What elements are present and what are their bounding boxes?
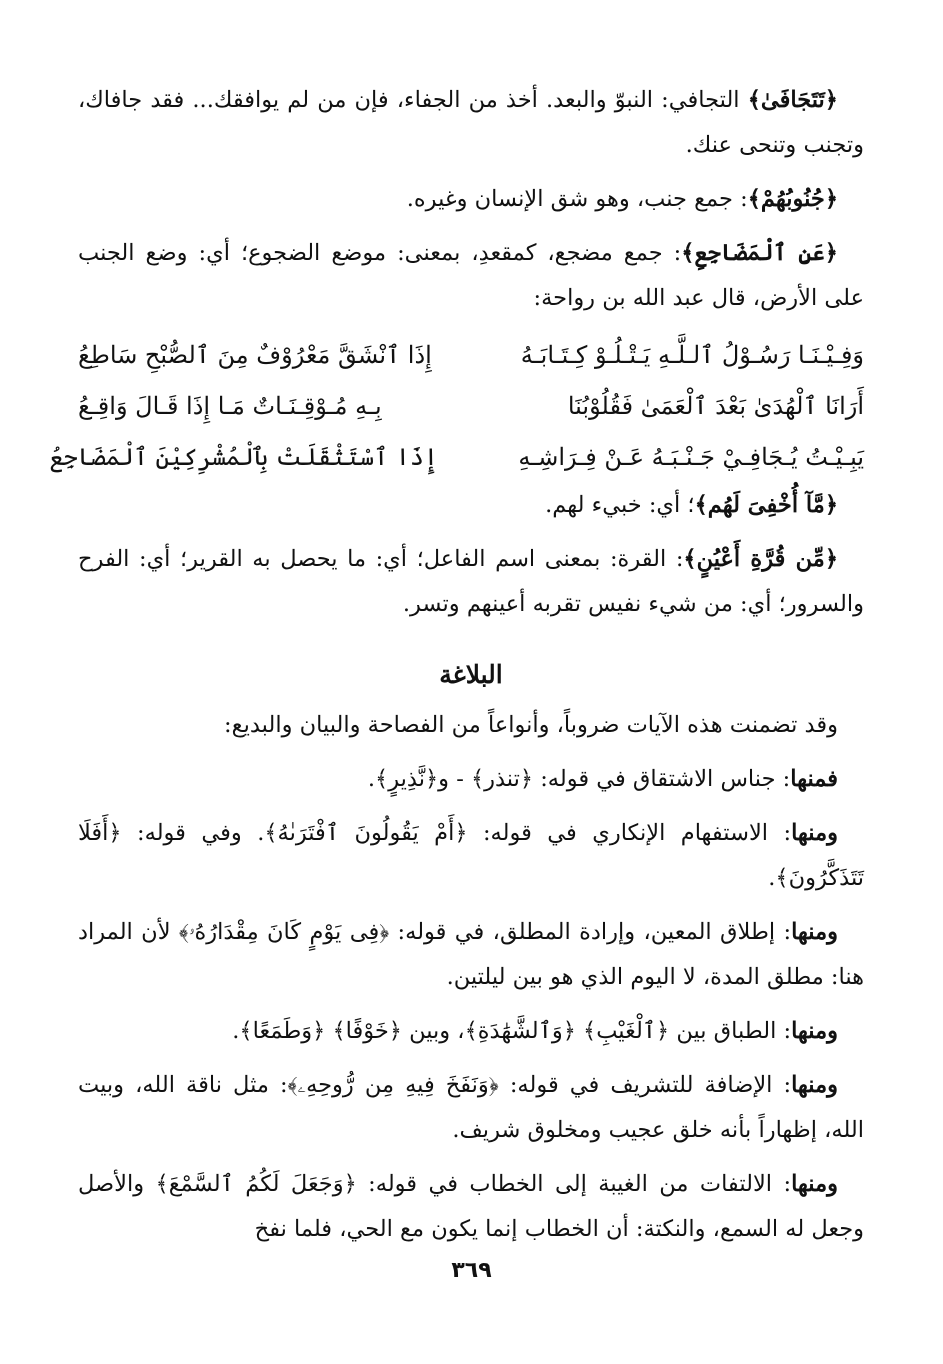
balagha-item [78, 1162, 864, 1252]
balagha-item [78, 910, 864, 1000]
gloss-ukhfiya [78, 483, 864, 528]
gloss-text: : جمع مضجع، كمقعدِ، بمعنى: موضع الضجوع؛ أي: وضع الجنب على الأرض، قال عبد الله بن رواحة: [78, 240, 864, 311]
poem-hemistich-first: وَفِـيْـنَـا رَسُـوْلُ ٱلـلَّـهِ يَـتْـلُـوْ كِـتَـابَـهُ [520, 341, 864, 369]
section-heading: البلاغة [439, 660, 503, 689]
balagha-item [78, 757, 864, 802]
gloss-junubuhum [78, 177, 864, 222]
gloss-text: ؛ أي: خبيء لهم. [545, 492, 695, 518]
balagha-item [78, 811, 864, 901]
balagha-lead: فمنها [790, 766, 838, 792]
poem-hemistich-first: أَرَانَا ٱلْهُدَىٰ بَعْدَ ٱلْعَمَىٰ فَقُلُوْبُنَا [567, 392, 864, 420]
balagha-text: : جناس الاشتقاق في قوله: ﴿تنذر﴾ - و﴿نَّذِيرٍ﴾. [367, 766, 791, 792]
balagha-lead: ومنها [791, 919, 838, 945]
gloss-text: التجافي: النبوّ والبعد. أخذ من الجفاء، فإن من لم يوافقك... فقد جافاك، وتجنب وتنحى عنك. [78, 87, 864, 158]
balagha-lead: ومنها [791, 1072, 838, 1098]
gloss-qurrat [78, 537, 864, 627]
page-number: ٣٦٩ [451, 1258, 492, 1283]
poem-verse [78, 381, 864, 432]
balagha-text: : الالتفات من الغيبة إلى الخطاب في قوله: ﴿وَجَعَلَ لَكُمُ ٱلسَّمْعَ﴾ والأصل وجعل له السمع، والنكتة: أن الخطاب إنما يكون مع الحي، فلما نفخ [78, 1171, 864, 1242]
balagha-item [78, 1009, 864, 1054]
page-body [49, 78, 864, 1261]
gloss-term: ﴿مِّن قُرَّةِ أَعْيُنٍ﴾ [683, 546, 838, 572]
poem-verse [49, 432, 864, 483]
balagha-item [78, 1063, 864, 1153]
poem-hemistich-second: بِـهِ مُـوْقِـنَـاتٌ مَـا إِذَا قَـالَ وَاقِـعُ [78, 392, 382, 420]
gloss-text: : القرة: بمعنى اسم الفاعل؛ أي: ما يحصل به القرير؛ أي: الفرح والسرور؛ أي: من شيء نفيس تقربه أعينهم وتسر. [78, 546, 864, 617]
gloss-term: ﴿تَتَجَافَىٰ﴾ [747, 87, 838, 113]
poem-hemistich-first: يَبِـيْـتُ يُـجَافِـيْ جَـنْـبَـهُ عَـنْ فِـرَاشِـهِ [518, 443, 864, 471]
balagha-intro: وقد تضمنت هذه الآيات ضروباً، وأنواعاً من الفصاحة والبيان والبديع: [224, 712, 838, 738]
balagha-text: : الإضافة للتشريف في قوله: ﴿وَنَفَخَ فِيهِ مِن رُّوحِهِۦ﴾: مثل ناقة الله، وبيت الله، إظهاراً بأنه خلق عجيب ومخلوق شريف. [78, 1072, 864, 1143]
balagha-text: : الاستفهام الإنكاري في قوله: ﴿أَمْ يَقُولُونَ ٱفْتَرَىٰهُ﴾. وفي قوله: ﴿أَفَلَا تَتَذَكَّرُونَ﴾. [78, 820, 864, 891]
gloss-term: ﴿عَنِ ٱلْمَضَاجِعِ﴾ [681, 240, 838, 266]
gloss-madajii [78, 231, 864, 321]
poem-verse [78, 330, 864, 381]
balagha-text: : الطباق بين ﴿ٱلْغَيْبِ﴾ ﴿وَٱلشَّهَٰدَةِ﴾، وبين ﴿خَوْفًا﴾ ﴿وَطَمَعًا﴾. [232, 1018, 792, 1044]
poem-hemistich-second: إِذَا ٱسْتَثْقَلَتْ بِٱلْمُشْرِكِيْنَ ٱلْمَضَاجِعُ [49, 443, 438, 471]
poem-hemistich-second: إِذَا ٱنْشَقَّ مَعْرُوْفٌ مِنَ ٱلصُّبْحِ سَاطِعُ [78, 341, 432, 369]
balagha-lead: ومنها [791, 1171, 838, 1197]
gloss-term: ﴿جُنُوبُهُمْ﴾ [747, 186, 838, 212]
gloss-tatajafa [78, 78, 864, 168]
balagha-lead: ومنها [791, 1018, 838, 1044]
gloss-text: : جمع جنب، وهو شق الإنسان وغيره. [406, 186, 748, 212]
balagha-lead: ومنها [791, 820, 838, 846]
poem [49, 330, 864, 483]
gloss-term: ﴿مَّآ أُخْفِىَ لَهُم﴾ [694, 492, 838, 518]
balagha-text: : إطلاق المعين، وإرادة المطلق، في قوله: ﴿فِى يَوْمٍ كَانَ مِقْدَارُهُۥ﴾ لأن المراد هنا: مطلق المدة، لا اليوم الذي هو بين ليلتين. [78, 919, 864, 990]
